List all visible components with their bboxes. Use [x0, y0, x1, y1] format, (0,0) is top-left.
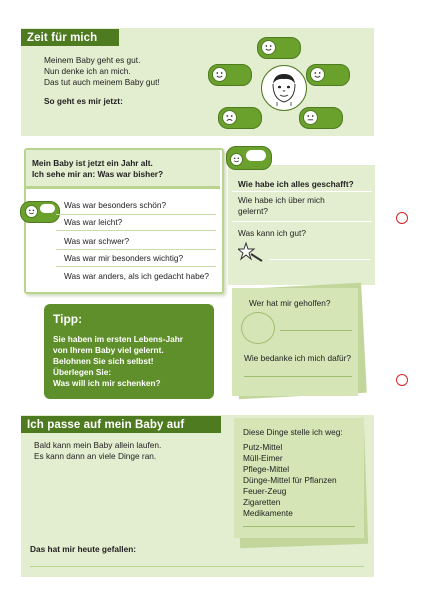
bisher-item-4: Was war anders, als ich gedacht habe? — [64, 271, 209, 281]
aufpassen-title: Ich passe auf mein Baby auf — [21, 416, 221, 433]
geschafft-q1a: Wie habe ich über mich — [238, 195, 325, 205]
geschafft-q2-rule — [270, 259, 370, 260]
mood-pill-neutral[interactable] — [299, 107, 343, 129]
mood-pill-happy-left[interactable] — [208, 64, 252, 86]
punch-hole-icon — [396, 212, 408, 224]
bisher-row-divider — [56, 230, 216, 231]
bisher-item-0: Was war besonders schön? — [64, 200, 167, 210]
speech-bubble-pill-left — [20, 201, 60, 223]
smiley-icon — [310, 67, 325, 82]
smiley-icon — [261, 40, 276, 55]
tipp-line-1: von Ihrem Baby viel gelernt. — [53, 345, 164, 355]
smiley-icon — [212, 67, 227, 82]
mood-pill-sad[interactable] — [218, 107, 262, 129]
tipp-line-4: Was will ich mir schenken? — [53, 378, 161, 388]
geschafft-q2: Was kann ich gut? — [238, 228, 306, 238]
bisher-row-divider — [56, 266, 216, 267]
dinge-intro: Diese Dinge stelle ich weg: — [243, 427, 343, 437]
bisher-head2: Ich sehe mir an: Was war bisher? — [32, 169, 164, 179]
zeit-title: Zeit für mich — [21, 29, 119, 46]
hilfe-q2: Wie bedanke ich mich dafür? — [244, 353, 351, 363]
aufpassen-line2: Es kann dann an viele Dinge ran. — [34, 451, 157, 461]
bisher-header-divider — [26, 186, 220, 189]
geschafft-q1-rule — [232, 221, 372, 222]
gefallen-prompt: Das hat mir heute gefallen: — [30, 544, 137, 554]
mood-pill-happy-top[interactable] — [257, 37, 301, 59]
zeit-prompt: So geht es mir jetzt: — [44, 96, 123, 106]
bisher-item-1: Was war leicht? — [64, 217, 123, 227]
smiley-icon — [230, 153, 243, 166]
magic-wand-star-icon — [238, 242, 264, 262]
sad-face-icon — [222, 110, 237, 125]
zeit-line3: Das tut auch meinem Baby gut! — [44, 77, 160, 87]
dinge-item-5: Zigaretten — [243, 497, 281, 507]
smiley-icon — [25, 205, 38, 218]
speech-bubble-icon — [40, 204, 55, 213]
zeit-line2: Nun denke ich an mich. — [44, 66, 131, 76]
geschafft-title-rule — [232, 191, 372, 192]
gefallen-rule — [30, 566, 364, 567]
punch-hole-icon — [396, 374, 408, 386]
bisher-head1: Mein Baby ist jetzt ein Jahr alt. — [32, 158, 153, 168]
bisher-row-divider — [56, 214, 216, 215]
bisher-item-2: Was war schwer? — [64, 236, 130, 246]
child-face-illustration — [261, 65, 307, 111]
hilfe-q1: Wer hat mir geholfen? — [249, 298, 331, 308]
drawing-circle — [241, 312, 275, 344]
bisher-item-3: Was war mir besonders wichtig? — [64, 253, 184, 263]
dinge-item-1: Müll-Eimer — [243, 453, 283, 463]
dinge-item-3: Dünge-Mittel für Pflanzen — [243, 475, 337, 485]
zeit-line1: Meinem Baby geht es gut. — [44, 55, 141, 65]
tipp-line-3: Überlegen Sie: — [53, 367, 112, 377]
aufpassen-line1: Bald kann mein Baby allein laufen. — [34, 440, 162, 450]
mood-pill-happy-right[interactable] — [306, 64, 350, 86]
tipp-line-0: Sie haben im ersten Lebens-Jahr — [53, 334, 184, 344]
tipp-title: Tipp: — [53, 312, 83, 326]
hilfe-q2-rule — [244, 376, 352, 377]
geschafft-title: Wie habe ich alles geschafft? — [238, 179, 354, 189]
speech-bubble-pill-right — [226, 146, 272, 170]
geschafft-q1b: gelernt? — [238, 206, 268, 216]
dinge-item-0: Putz-Mittel — [243, 442, 283, 452]
neutral-face-icon — [303, 110, 318, 125]
dinge-item-6: Medikamente — [243, 508, 293, 518]
speech-bubble-icon — [246, 150, 266, 161]
hilfe-q1-rule — [280, 330, 352, 331]
dinge-item-4: Feuer-Zeug — [243, 486, 287, 496]
dinge-item-2: Pflege-Mittel — [243, 464, 290, 474]
bisher-row-divider — [56, 249, 216, 250]
dinge-rule — [243, 526, 355, 527]
tipp-line-2: Belohnen Sie sich selbst! — [53, 356, 154, 366]
